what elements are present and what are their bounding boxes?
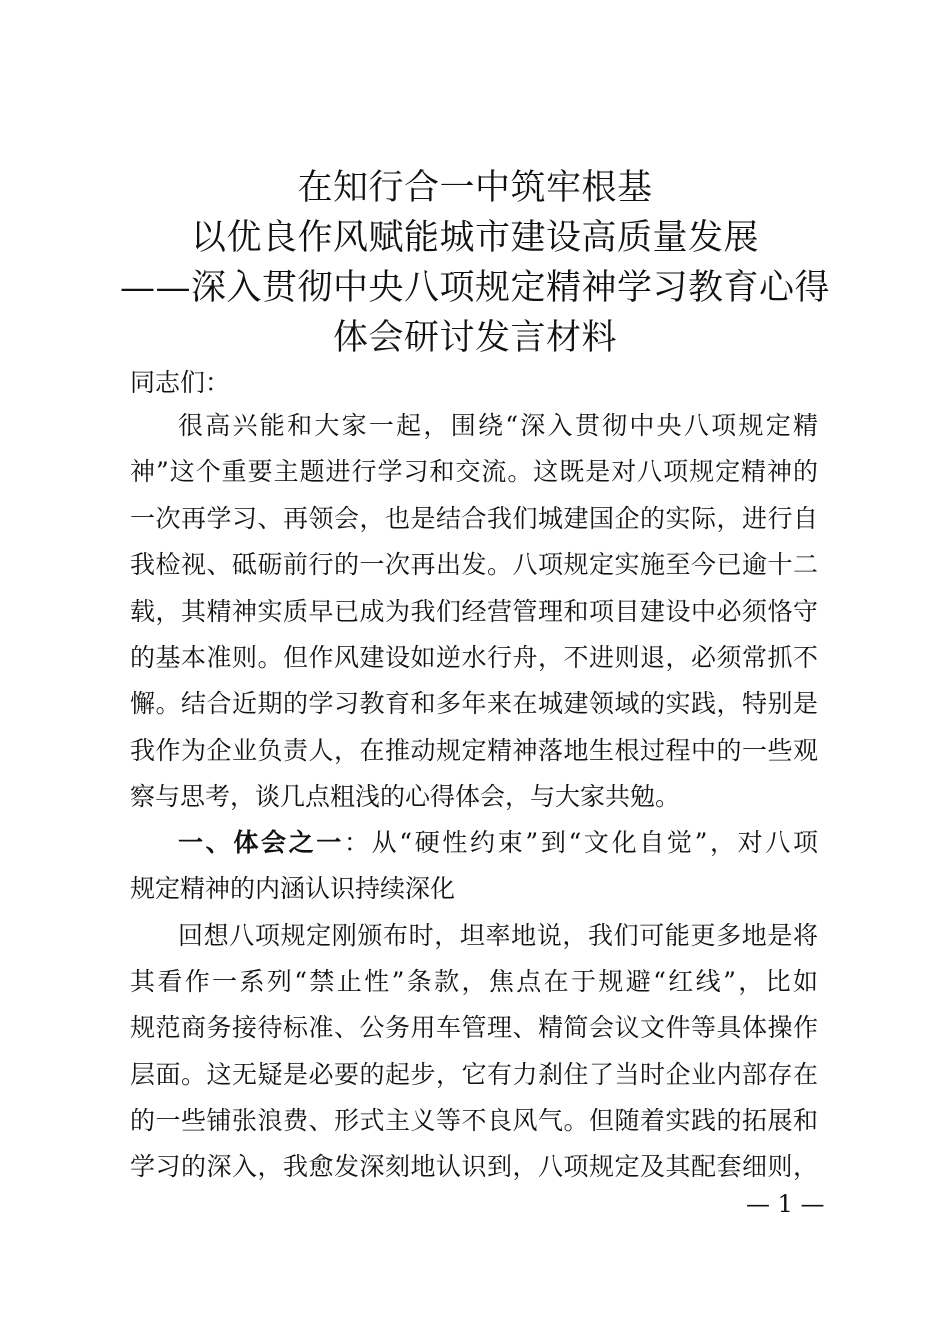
subtitle-line: 体会研讨发言材料 xyxy=(332,318,617,358)
document-title xyxy=(120,163,830,363)
section-heading-continued: 规定精神的内涵认识持续深化 xyxy=(130,874,456,903)
paragraph-line: 的一些铺张浪费、形式主义等不良风气。但随着实践的拓展和 xyxy=(130,1106,818,1135)
section-heading-label: 一、体会之一 xyxy=(178,828,344,857)
paragraph-line: 察与思考，谈几点粗浅的心得体会，与大家共勉。 xyxy=(130,782,681,811)
section-heading-text: ：从“硬性约束”到“文化自觉”，对八项 xyxy=(343,828,818,857)
paragraph-line: 层面。这无疑是必要的起步，它有力刹住了当时企业内部存在 xyxy=(130,1060,818,1089)
paragraph-line: 神”这个重要主题进行学习和交流。这既是对八项规定精神的 xyxy=(130,457,818,486)
paragraph-line: 回想八项规定刚颁布时，坦率地说，我们可能更多地是将 xyxy=(178,921,818,950)
paragraph-line: 其看作一系列“禁止性”条款，焦点在于规避“红线”，比如 xyxy=(130,967,818,996)
paragraph-line: 我检视、砥砺前行的一次再出发。八项规定实施至今已逾十二 xyxy=(130,550,818,579)
paragraph-line: 学习的深入，我愈发深刻地认识到，八项规定及其配套细则， xyxy=(130,1152,818,1181)
paragraph-line: 我作为企业负责人，在推动规定精神落地生根过程中的一些观 xyxy=(130,736,818,765)
paragraph-line: 懈。结合近期的学习教育和多年来在城建领域的实践，特别是 xyxy=(130,689,818,718)
paragraph-line: 的基本准则。但作风建设如逆水行舟，不进则退，必须常抓不 xyxy=(130,643,818,672)
paragraph-line: 很高兴能和大家一起，围绕“深入贯彻中央八项规定精 xyxy=(178,411,818,440)
subtitle-line: ——深入贯彻中央八项规定精神学习教育心得 xyxy=(120,268,831,308)
section-heading xyxy=(178,826,818,860)
paragraph-line: 载，其精神实质早已成为我们经营管理和项目建设中必须恪守 xyxy=(130,597,818,626)
page-number: — 1 — xyxy=(746,1190,825,1218)
title-line: 在知行合一中筑牢根基 xyxy=(297,168,653,208)
paragraph-line: 一次再学习、再领会，也是结合我们城建国企的实际，进行自 xyxy=(130,504,818,533)
greeting: 同志们： xyxy=(130,368,231,397)
paragraph-line: 规范商务接待标准、公务用车管理、精简会议文件等具体操作 xyxy=(130,1013,818,1042)
title-line: 以优良作风赋能城市建设高质量发展 xyxy=(190,218,759,258)
